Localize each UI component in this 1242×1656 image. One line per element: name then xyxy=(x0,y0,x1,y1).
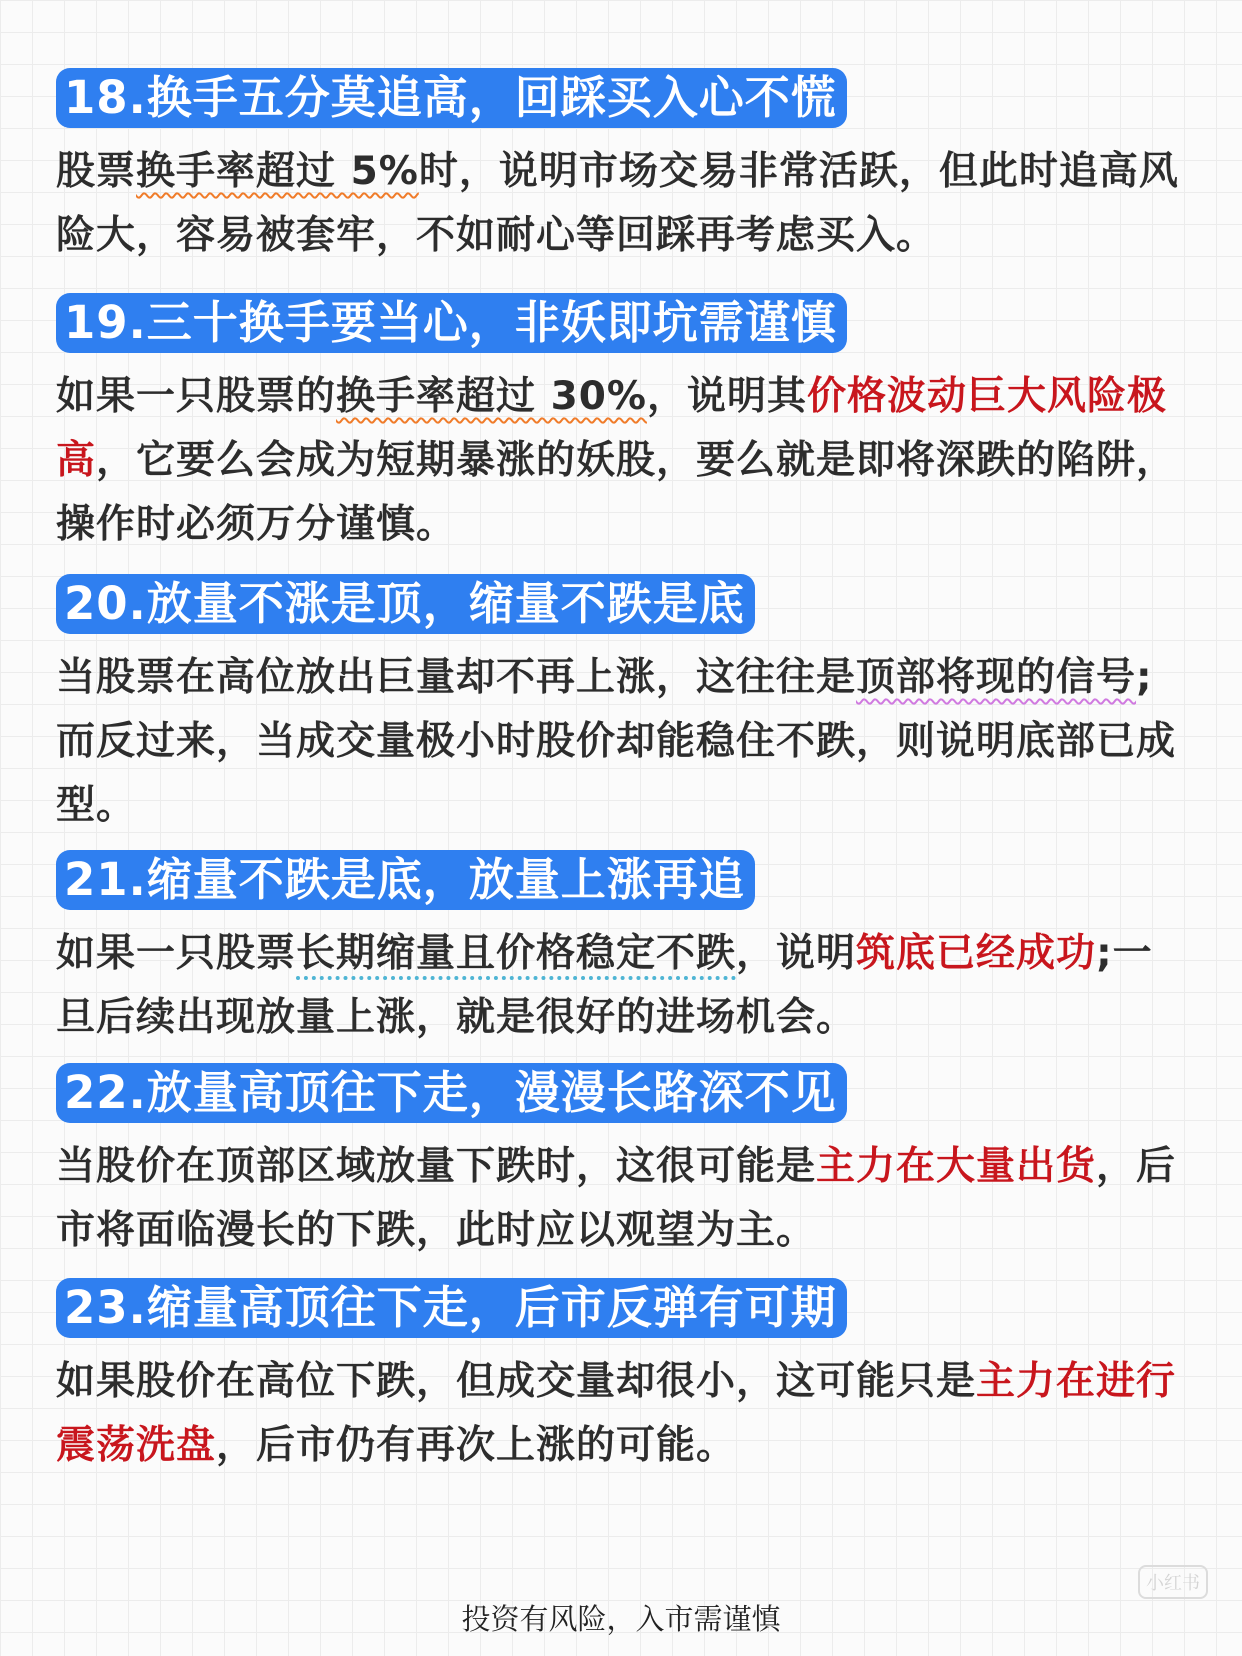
body-text-span: 当股票在高位放出巨量却不再上涨，这往往是 xyxy=(56,655,857,700)
red-highlight: 筑底已经成功 xyxy=(856,931,1097,976)
section-body xyxy=(56,365,1186,557)
underlined-phrase: 换手率超过 30% xyxy=(336,374,647,419)
red-highlight: 价格波动巨大风险极高 xyxy=(56,374,1167,483)
section-23 xyxy=(56,1278,1186,1478)
section-title: 18.换手五分莫追高，回踩买入心不慌 xyxy=(56,68,847,128)
section-body xyxy=(56,1350,1186,1478)
section-20 xyxy=(56,574,1186,838)
red-highlight: 主力在进行震荡洗盘 xyxy=(56,1359,1177,1468)
section-21 xyxy=(56,850,1186,1050)
section-title: 23.缩量高顶往下走，后市反弹有可期 xyxy=(56,1278,847,1338)
section-22 xyxy=(56,1063,1186,1263)
body-text-span: ;而反过来，当成交量极小时股价却能稳住不跌，则说明底部已成型。 xyxy=(56,655,1177,828)
section-18 xyxy=(56,68,1186,268)
risk-disclaimer: 投资有风险，入市需谨慎 xyxy=(461,1602,781,1636)
section-body xyxy=(56,140,1186,268)
section-title: 22.放量高顶往下走，漫漫长路深不见 xyxy=(56,1063,847,1123)
body-text-span: ，说明其 xyxy=(646,374,807,419)
underlined-phrase: 换手率超过 5% xyxy=(136,149,419,194)
body-text-span: 股票 xyxy=(56,149,137,194)
body-text-span: 如果一只股票的 xyxy=(56,374,337,419)
body-text-span: 如果股价在高位下跌，但成交量却很小，这可能只是 xyxy=(56,1359,977,1404)
red-highlight: 主力在大量出货 xyxy=(816,1144,1097,1189)
body-text-span: 时，说明市场交易非常活跃，但此时追高风险大，容易被套牢，不如耐心等回踩再考虑买入。 xyxy=(56,149,1179,258)
body-text-span: ，它要么会成为短期暴涨的妖股，要么就是即将深跌的陷阱，操作时必须万分谨慎。 xyxy=(56,438,1177,547)
section-body xyxy=(56,646,1186,838)
section-19 xyxy=(56,293,1186,557)
body-text-span: ，后市将面临漫长的下跌，此时应以观望为主。 xyxy=(56,1144,1177,1253)
section-body xyxy=(56,922,1186,1050)
section-title: 20.放量不涨是顶，缩量不跌是底 xyxy=(56,574,755,634)
section-title: 19.三十换手要当心，非妖即坑需谨慎 xyxy=(56,293,847,353)
body-text-span: 如果一只股票 xyxy=(56,931,297,976)
underlined-phrase: 顶部将现的信号 xyxy=(856,655,1137,700)
dotted-underlined-phrase: 长期缩量且价格稳定不跌 xyxy=(296,931,737,976)
body-text-span: ，说明 xyxy=(736,931,857,976)
body-text-span: ，后市仍有再次上涨的可能。 xyxy=(216,1423,737,1468)
section-title: 21.缩量不跌是底，放量上涨再追 xyxy=(56,850,755,910)
body-text-span: ;一旦后续出现放量上涨，就是很好的进场机会。 xyxy=(56,931,1153,1040)
watermark-logo: 小红书 xyxy=(1138,1565,1208,1599)
section-body xyxy=(56,1135,1186,1263)
body-text-span: 当股价在顶部区域放量下跌时，这很可能是 xyxy=(56,1144,817,1189)
